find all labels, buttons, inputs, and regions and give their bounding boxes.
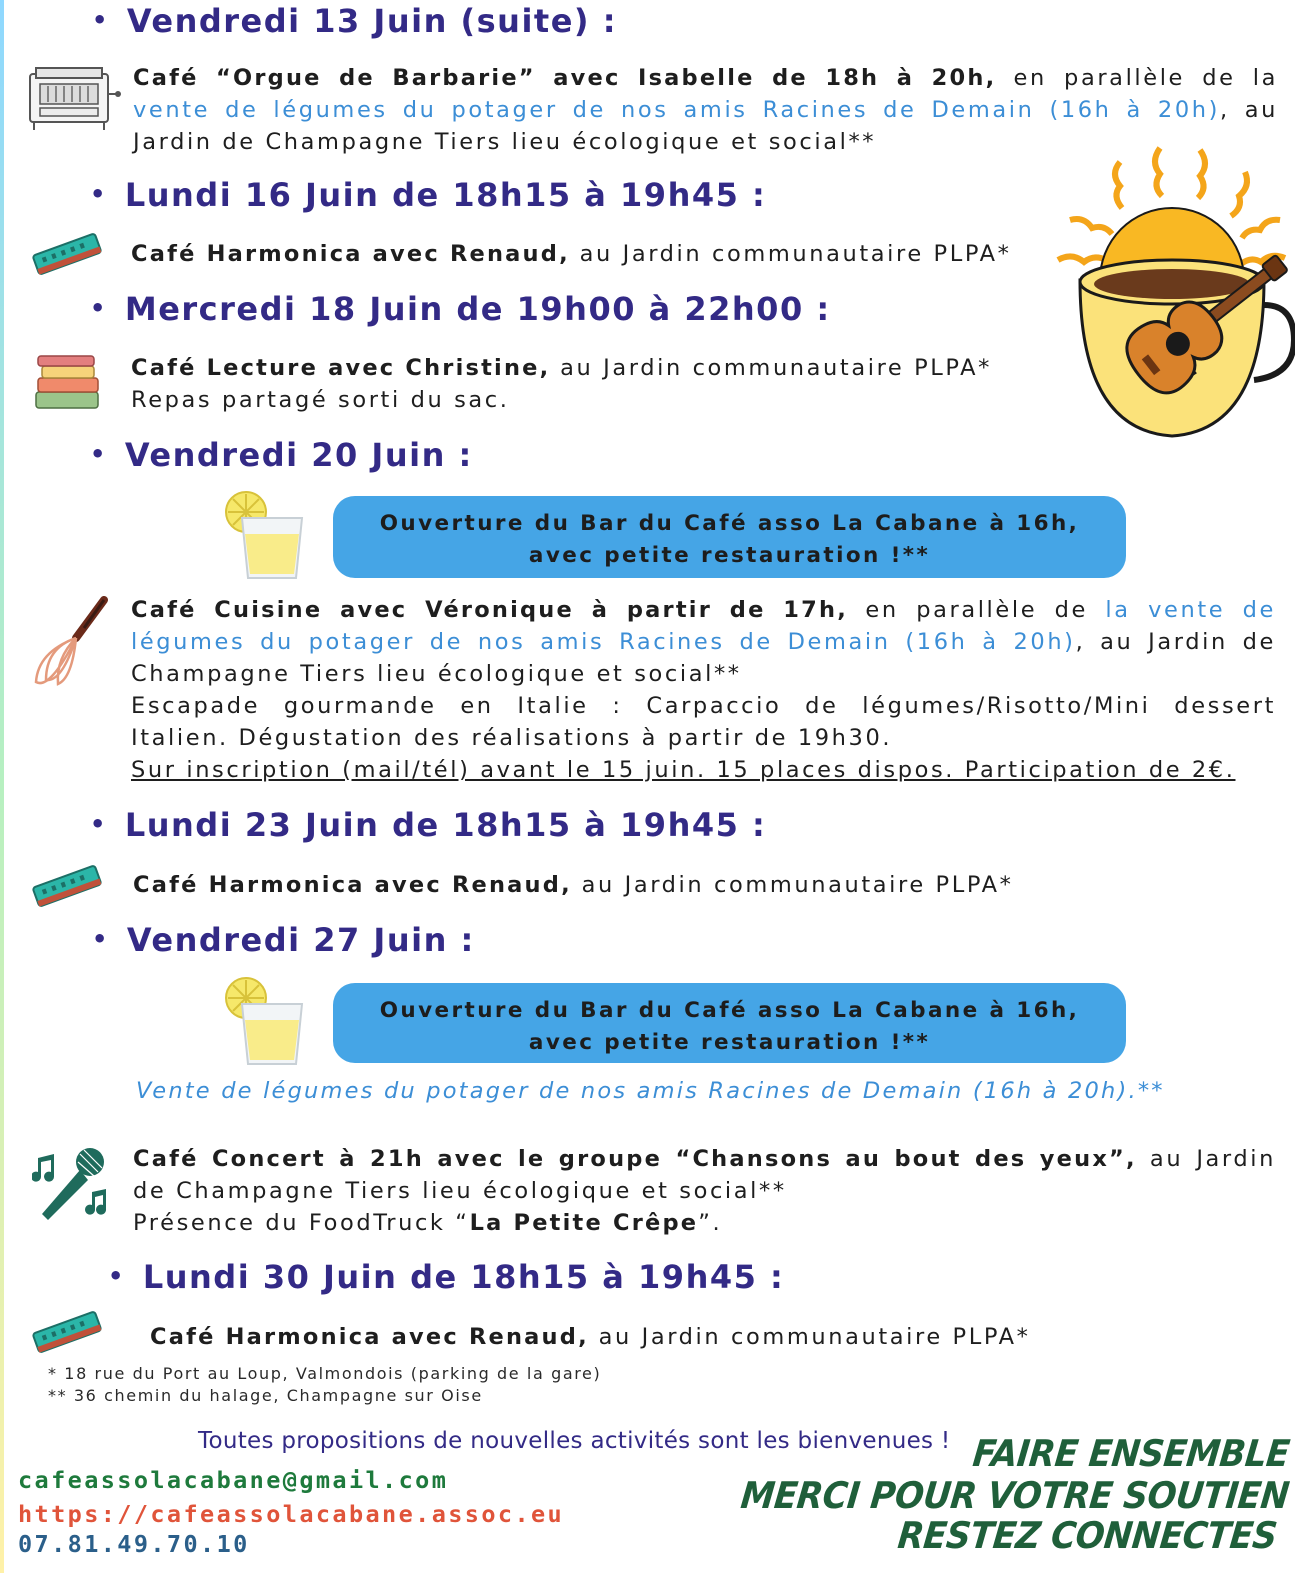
left-border <box>0 0 4 1573</box>
slogan-merci: MERCI POUR VOTRE SOUTIEN <box>739 1474 1292 1518</box>
microphone-icon <box>32 1144 112 1222</box>
phone-number: 07.81.49.70.10 <box>18 1530 250 1558</box>
heading-vendredi-27: • Vendredi 27 Juin : <box>92 921 475 959</box>
website-link[interactable]: https://cafeassolacabane.assoc.eu <box>18 1500 565 1528</box>
sun-coffee-guitar-icon <box>1050 140 1295 480</box>
heading-lundi-30: • Lundi 30 Juin de 18h15 à 19h45 : <box>108 1258 785 1296</box>
bar-opening-banner-27: Ouverture du Bar du Café asso La Cabane à 16h, avec petite restauration !** <box>333 983 1126 1063</box>
email-link[interactable]: cafeassolacabane@gmail.com <box>18 1466 449 1494</box>
harmonica-icon <box>30 1310 104 1354</box>
heading-mercredi-18: • Mercredi 18 Juin de 19h00 à 22h00 : <box>90 290 831 328</box>
event-harmonica-23: Café Harmonica avec Renaud, au Jardin communautaire PLPA* <box>133 872 1014 898</box>
event-concert-27: Café Concert à 21h avec le groupe “Chansons au bout des yeux”, au Jardin de Champagne Tiers lieu écologique et social** Présence du FoodTruck “La Petite Crêpe”. <box>133 1146 1276 1236</box>
vente-legumes-27: Vente de légumes du potager de nos amis Racines de Demain (16h à 20h).** <box>136 1078 1165 1104</box>
event-cuisine-20: Café Cuisine avec Véronique à partir de 17h, en parallèle de la vente de légumes du potager de nos amis Racines de Demain (16h à 20h), au Jardin de Champagne Tiers lieu écologique et social** Escapade gourmande en Italie : Carpaccio de légumes/Risotto/Mini dessert Italien. Dégustation des réalisations à partir de 19h30. Sur inscription (mail/tél) avant le 15 juin. 15 places dispos. Participation de 2€. <box>131 597 1276 783</box>
event-harmonica-30: Café Harmonica avec Renaud, au Jardin communautaire PLPA* <box>150 1324 1031 1350</box>
heading-vendredi-13: • Vendredi 13 Juin (suite) : <box>92 2 617 40</box>
whisk-icon <box>30 596 110 690</box>
welcome-message: Toutes propositions de nouvelles activités sont les bienvenues ! <box>198 1428 951 1454</box>
lemonade-icon <box>222 488 308 584</box>
heading-vendredi-20: • Vendredi 20 Juin : <box>90 436 473 474</box>
books-icon <box>30 352 104 412</box>
event-harmonica-16: Café Harmonica avec Renaud, au Jardin communautaire PLPA* <box>131 241 1012 267</box>
bar-opening-banner-20: Ouverture du Bar du Café asso La Cabane à 16h, avec petite restauration !** <box>333 496 1126 578</box>
footnote-plpa: * 18 rue du Port au Loup, Valmondois (parking de la gare) <box>48 1364 602 1383</box>
lemonade-icon <box>222 974 308 1070</box>
harmonica-icon <box>30 864 104 908</box>
harmonica-icon <box>30 232 104 276</box>
slogan-restez-connectes: RESTEZ CONNECTES <box>896 1514 1280 1558</box>
slogan-faire-ensemble: FAIRE ENSEMBLE <box>970 1432 1292 1476</box>
barrel-organ-icon <box>26 64 122 132</box>
heading-lundi-16: • Lundi 16 Juin de 18h15 à 19h45 : <box>90 176 767 214</box>
footnote-champagne: ** 36 chemin du halage, Champagne sur Oise <box>48 1386 483 1405</box>
event-lecture-18: Café Lecture avec Christine, au Jardin communautaire PLPA* Repas partagé sorti du sac. <box>131 355 992 413</box>
heading-lundi-23: • Lundi 23 Juin de 18h15 à 19h45 : <box>90 806 767 844</box>
event-orgue-de-barbarie: Café “Orgue de Barbarie” avec Isabelle de 18h à 20h, en parallèle de la vente de légumes du potager de nos amis Racines de Demain (16h à 20h), au Jardin de Champagne Tiers lieu écologique et social** <box>133 65 1278 155</box>
